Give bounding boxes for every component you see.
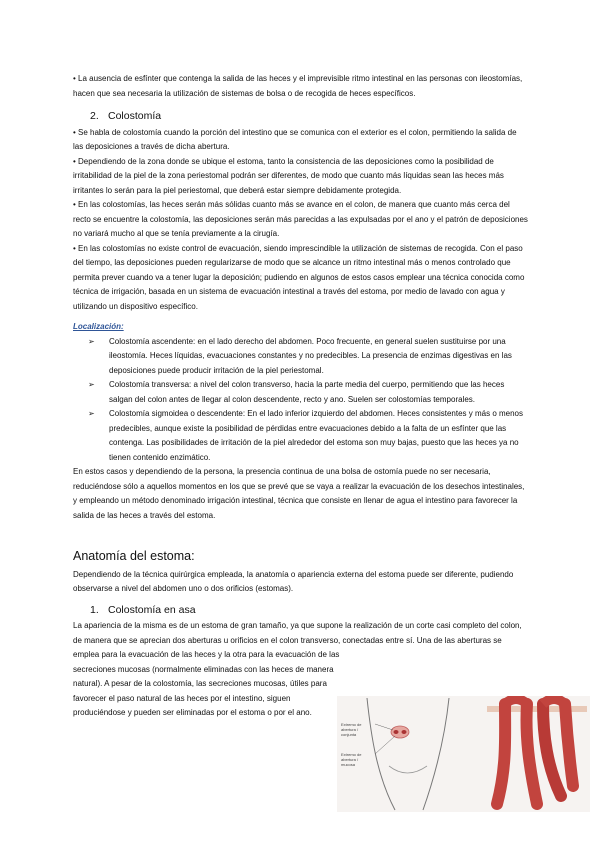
section-heading-colostomia (90, 109, 528, 124)
section-title: Colostomía (108, 110, 162, 122)
page-content (73, 72, 528, 721)
list-item (73, 407, 528, 465)
figure-label-2: Extremo de abertura / mucosa (341, 752, 362, 767)
list-item-text: Colostomía ascendente: en el lado derecho del abdomen. Poco frecuente, en general suelen sustituirse por una ileostomía. Heces líquidas, evacuaciones constantes y no predecibles. La presencia de enzimas digestivas en las deposiciones puede producir irritación de la piel periestomal. (109, 336, 512, 375)
asa-paragraph: La apariencia de la misma es de un estoma de gran tamaño, ya que supone la realización de un corte casi completo del colon, de manera que se aprecian dos aberturas u orificios en el colon transverso, conectadas entre sí. Una de las aberturas se emplea para la evacuación de las heces y la otra para la evacuación de las (73, 621, 522, 659)
bullet-paragraph: • Dependiendo de la zona donde se ubique el estoma, tanto la consistencia de las deposiciones como la posibilidad de irritabilidad de la piel de la zona periestomal podrán ser diferentes, de modo que cuanto más líquidas sean las heces más irritantes lo serán para la piel periestomal, que deberá estar siempre debidamente protegida. (73, 156, 504, 195)
colostomy-illustration-svg (337, 696, 590, 812)
colostomy-illustration (337, 696, 590, 812)
figure-label-1: Extremo de abertura / conjunta (341, 722, 362, 737)
arrow-bullet-icon: ➢ (88, 380, 95, 389)
arrow-bullet-icon: ➢ (88, 409, 95, 418)
list-item-text: Colostomía transversa: a nivel del colon transverso, hacia la parte media del cuerpo, permitiendo que las heces salgan del colon antes de llegar al colon descendente, recto y ano. Suelen ser colostomías temporales. (109, 380, 505, 404)
anatomia-intro: Dependiendo de la técnica quirúrgica empleada, la anatomía o apariencia externa del estoma puede ser diferente, pudiendo observarse a nivel del abdomen uno o dos orificios (estomas). (73, 569, 514, 593)
list-item (73, 335, 528, 379)
bullet-paragraph: • Se habla de colostomía cuando la porción del intestino que se comunica con el exterior es el colon, permitiendo la salida de las deposiciones a través de dicha abertura. (73, 127, 517, 151)
subsection-number: 1. (90, 603, 99, 616)
intro-paragraph: • La ausencia de esfínter que contenga la salida de las heces y el imprevisible ritmo intestinal en las personas con ileostomías, hacen que sea necesaria la utilización de sistemas de bolsa o de recogida de heces específicos. (73, 74, 523, 98)
section-number: 2. (90, 110, 99, 122)
subsection-title: Colostomía en asa (108, 603, 196, 616)
localizacion-label: Localización: (73, 322, 124, 331)
anatomia-heading: Anatomía del estoma: (73, 549, 195, 563)
arrow-bullet-icon: ➢ (88, 336, 95, 346)
list-item-text: Colostomía sigmoidea o descendente: En el lado inferior izquierdo del abdomen. Heces consistentes y más o menos predecibles, aunque existe la posibilidad de pérdidas entre evacuaciones debido a la falta de un esfínter que las contenga. Las posibilidades de irritación de la piel alrededor del estoma son muy bajas, puesto que las heces ya no tienen contenido enzimático. (109, 409, 524, 462)
bullet-paragraph: • En las colostomías, las heces serán más sólidas cuanto más se avance en el colon, de manera que cuanto más cerca del recto se encuentre la colostomía, las deposiciones serán más parecidas a las expulsadas por el ano y el patrón de deposiciones no variará mucho al que se tenía previamente a la cirugía. (73, 200, 528, 238)
bullet-paragraph: • En las colostomías no existe control de evacuación, siendo imprescindible la utilización de sistemas de recogida. Con el paso del tiempo, las deposiciones pueden regularizarse de modo que se alcance un ritmo intestinal más o menos controlado que permita prever cuando va a tener lugar la deposición; pudiendo en algunos de estos casos emplear una técnica conocida como técnica de irrigación, basada en un sistema de evacuación intestinal a través del estoma, por medio de lavado con agua y utilizando un dispositivo específico. (73, 243, 525, 311)
list-item (73, 378, 528, 407)
asa-paragraph-narrow: secreciones mucosas (normalmente eliminadas con las heces de manera natural). A pesar de la colostomía, las secreciones mucosas, útiles para favorecer el paso natural de las heces por el intestino, siguen produciéndose y pueden ser eliminadas por el estoma o por el ano. (73, 664, 334, 717)
closing-paragraph: En estos casos y dependiendo de la persona, la presencia continua de una bolsa de ostomía puede no ser necesaria, reduciéndose sólo a aquellos momentos en los que se prevé que se vaya a realizar la evacuación de los desechos intestinales, y empleando un método denominado irrigación intestinal, técnica que consiste en llenar de agua el intestino para favorecer la salida de las heces a través del estoma. (73, 467, 525, 520)
subsection-heading (90, 603, 528, 618)
